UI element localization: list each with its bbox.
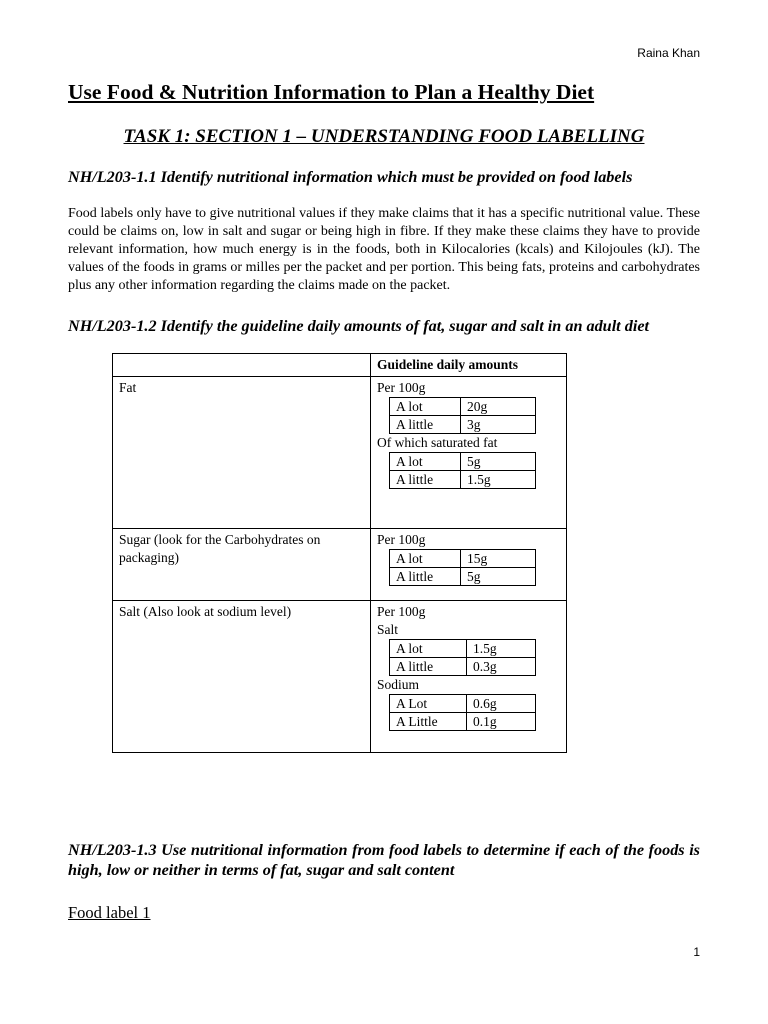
salt-amounts <box>371 601 567 753</box>
task-heading: TASK 1: SECTION 1 – UNDERSTANDING FOOD LABELLING <box>123 126 645 147</box>
sat-little-value: 1.5g <box>461 471 536 489</box>
sodium-row-little <box>390 713 536 731</box>
sugar-lot-label: A lot <box>390 550 461 568</box>
salt-inner-table <box>389 639 536 676</box>
fat-lot-label: A lot <box>390 398 461 416</box>
fat-little-value: 3g <box>461 416 536 434</box>
sodium-lot-label: A Lot <box>390 695 467 713</box>
sugar-little-label: A little <box>390 568 461 586</box>
sugar-lot-value: 15g <box>461 550 536 568</box>
salt-little-label: A little <box>390 658 467 676</box>
table-header-row <box>113 354 567 377</box>
guideline-table <box>112 353 567 753</box>
table-header-empty <box>113 354 371 377</box>
sugar-per-100g: Per 100g <box>377 532 426 547</box>
sugar-little-value: 5g <box>461 568 536 586</box>
section-1-heading: NH/L203-1.1 Identify nutritional information which must be provided on food labels <box>68 168 633 186</box>
saturated-fat-label: Of which saturated fat <box>377 435 498 450</box>
salt-sub-label: Salt <box>377 622 399 637</box>
table-row-salt <box>113 601 567 753</box>
salt-label: Salt (Also look at sodium level) <box>113 601 371 753</box>
salt-lot-value: 1.5g <box>467 640 536 658</box>
table-row-sugar <box>113 529 567 601</box>
section-2-heading: NH/L203-1.2 Identify the guideline daily amounts of fat, sugar and salt in an adult diet <box>68 317 650 335</box>
sodium-little-label: A Little <box>390 713 467 731</box>
sodium-lot-value: 0.6g <box>467 695 536 713</box>
sat-lot-label: A lot <box>390 453 461 471</box>
sat-row-lot <box>390 453 536 471</box>
sugar-amounts <box>371 529 567 601</box>
sodium-label: Sodium <box>377 677 420 692</box>
salt-little-value: 0.3g <box>467 658 536 676</box>
salt-per-100g: Per 100g <box>377 604 426 619</box>
sugar-row-lot <box>390 550 536 568</box>
sodium-little-value: 0.1g <box>467 713 536 731</box>
sugar-inner-table <box>389 549 536 586</box>
fat-little-label: A little <box>390 416 461 434</box>
salt-lot-label: A lot <box>390 640 467 658</box>
fat-label: Fat <box>113 377 371 529</box>
sat-little-label: A little <box>390 471 461 489</box>
fat-per-100g: Per 100g <box>377 380 426 395</box>
section-1-paragraph: Food labels only have to give nutritional values if they make claims that it has a specific nutritional value. These could be claims on, low in salt and sugar or being high in fibre. If they make these claims they have to provide relevant information, how much energy is in the foods, both in Kilocalories (kcals) and Kilojoules (kJ). The values of the foods in grams or milles per the packet and per portion. This being fats, proteins and carbohydrates plus any other information regarding the claims made on the packet. <box>68 206 700 293</box>
table-row-fat <box>113 377 567 529</box>
sugar-row-little <box>390 568 536 586</box>
author-name: Raina Khan <box>637 46 700 60</box>
sat-lot-value: 5g <box>461 453 536 471</box>
fat-inner-table <box>389 397 536 434</box>
table-column-header: Guideline daily amounts <box>371 354 567 377</box>
fat-lot-value: 20g <box>461 398 536 416</box>
sodium-inner-table <box>389 694 536 731</box>
fat-row-lot <box>390 398 536 416</box>
saturated-fat-inner-table <box>389 452 536 489</box>
page-number: 1 <box>693 945 700 959</box>
salt-row-little <box>390 658 536 676</box>
document-title: Use Food & Nutrition Information to Plan a Healthy Diet <box>68 80 595 104</box>
sat-row-little <box>390 471 536 489</box>
food-label-1-heading: Food label 1 <box>68 903 151 922</box>
section-3-heading: NH/L203-1.3 Use nutritional information from food labels to determine if each of the foods is high, low or neither in terms of fat, sugar and salt content <box>68 841 700 879</box>
fat-row-little <box>390 416 536 434</box>
salt-row-lot <box>390 640 536 658</box>
fat-amounts <box>371 377 567 529</box>
sodium-row-lot <box>390 695 536 713</box>
sugar-label: Sugar (look for the Carbohydrates on packaging) <box>113 529 371 601</box>
